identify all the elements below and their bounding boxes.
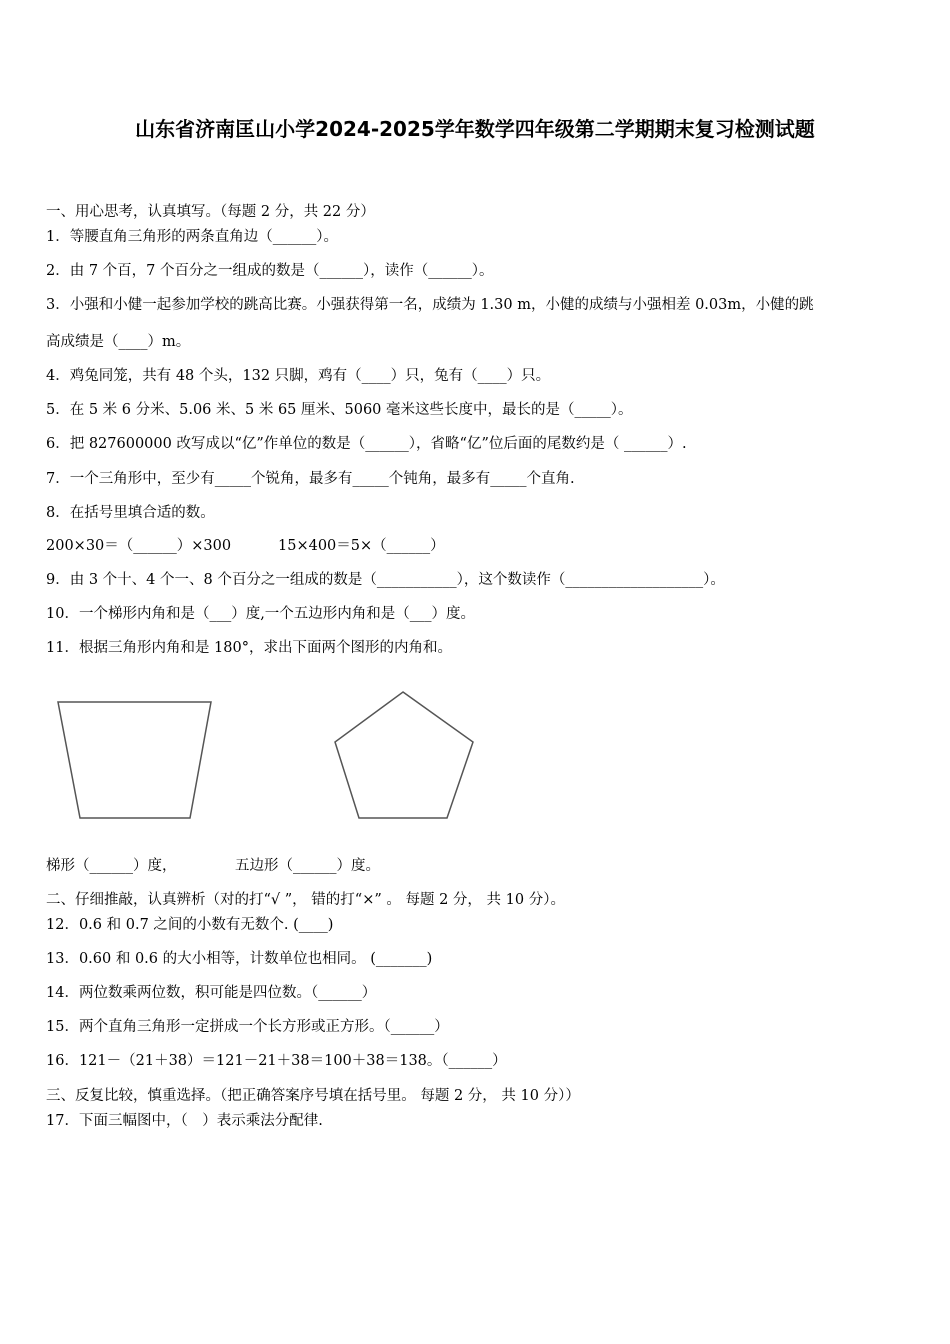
question-13: 13．0.60 和 0.6 的大小相等，计数单位也相同。 (_______) <box>46 951 433 967</box>
question-7: 7．一个三角形中，至少有_____个锐角，最多有_____个钝角，最多有_____个直角. <box>46 471 575 487</box>
question-9: 9．由 3 个十、4 个一、8 个百分之一组成的数是（___________），这个数读作（___________________）。 <box>46 572 725 588</box>
pentagon-figure <box>335 692 473 818</box>
question-11: 11．根据三角形内角和是 180°，求出下面两个图形的内角和。 <box>46 640 452 656</box>
section-2-heading: 二、仔细推敲，认真辨析（对的打“√ ”， 错的打“×” 。 每题 2 分， 共 10 分）。 <box>46 892 565 908</box>
section-1-heading: 一、用心思考，认真填写。（每题 2 分，共 22 分） <box>46 204 375 220</box>
question-3: 3．小强和小健一起参加学校的跳高比赛。小强获得第一名，成绩为 1.30 m，小健的成绩与小强相差 0.03m，小健的跳 <box>46 297 814 313</box>
question-1: 1．等腰直角三角形的两条直角边（______）。 <box>46 229 338 245</box>
question-14: 14．两位数乘两位数，积可能是四位数。（______） <box>46 985 377 1001</box>
question-8b: 15×400＝5×（______） <box>278 538 445 554</box>
question-10: 10．一个梯形内角和是（___）度,一个五边形内角和是（___）度。 <box>46 606 476 622</box>
question-16: 16．121－（21＋38）＝121－21＋38＝100＋38＝138。（______） <box>46 1053 507 1069</box>
question-3-continued: 高成绩是（____）m。 <box>46 334 191 350</box>
pentagon-answer: 五边形（______）度。 <box>235 858 380 874</box>
section-3-heading: 三、反复比较，慎重选择。（把正确答案序号填在括号里。 每题 2 分， 共 10 分）） <box>46 1088 580 1104</box>
question-5: 5．在 5 米 6 分米、5.06 米、5 米 65 厘米、5060 毫米这些长度中，最长的是（_____）。 <box>46 402 633 418</box>
question-2: 2．由 7 个百，7 个百分之一组成的数是（______），读作（______）。 <box>46 263 494 279</box>
question-17: 17．下面三幅图中，（ ）表示乘法分配律. <box>46 1113 323 1129</box>
figures-diagram <box>46 685 486 825</box>
trapezoid-answer: 梯形（______）度， <box>46 858 177 874</box>
question-4: 4．鸡兔同笼，共有 48 个头，132 只脚，鸡有（____）只，兔有（____）只。 <box>46 368 551 384</box>
question-8a: 200×30＝（______）×300 <box>46 538 232 554</box>
page-title: 山东省济南匡山小学2024-2025学年数学四年级第二学期期末复习检测试题 <box>135 117 815 141</box>
question-8: 8．在括号里填合适的数。 <box>46 505 215 521</box>
trapezoid-figure <box>58 702 211 818</box>
question-12: 12．0.6 和 0.7 之间的小数有无数个. (____) <box>46 917 334 933</box>
question-15: 15．两个直角三角形一定拼成一个长方形或正方形。（______） <box>46 1019 449 1035</box>
question-6: 6．把 827600000 改写成以“亿”作单位的数是（______），省略“亿”位后面的尾数约是（ ______）. <box>46 436 687 452</box>
